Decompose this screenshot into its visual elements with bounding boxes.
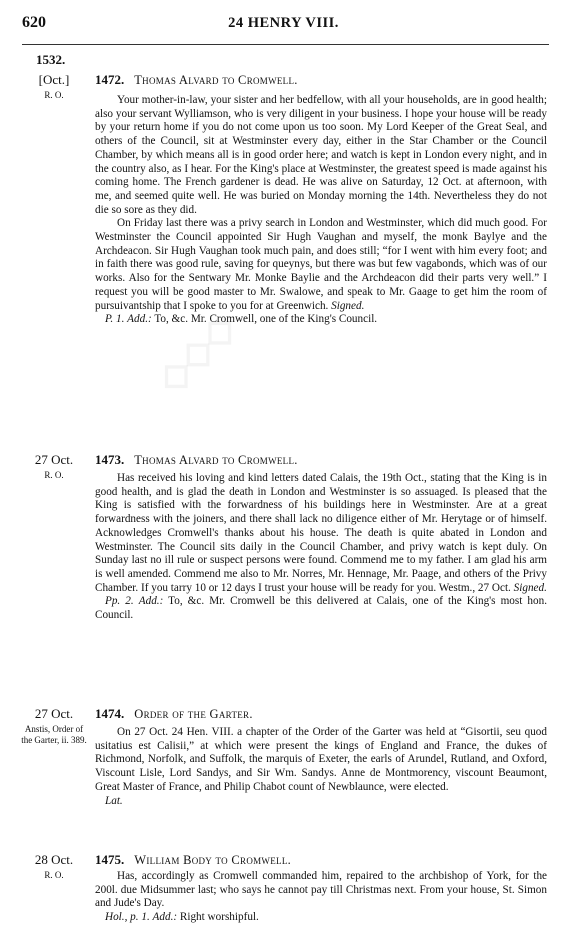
entry-body (95, 94, 547, 327)
paragraph (95, 217, 547, 313)
entry-date: 27 Oct. (34, 706, 74, 721)
entry-title: William Body to Cromwell. (134, 853, 292, 867)
entry-heading (95, 706, 253, 722)
entry-heading (95, 452, 298, 468)
entry-body (95, 472, 547, 623)
paragraph: On 27 Oct. 24 Hen. VIII. a chapter of the Order of the Garter was held at “Gisortii, seu quod usitatius est Calisii,” at which were present the kings of England and France, the dukes of Richmond, Norfolk, and Suffolk, the marquis of Exeter, the earls of Arundel, Rutland, and Oxford, Viscount Lisle, Lord Sandys, and Sir Wm. Sandys. Anne de Montmorency, viscount Beaumont, Great Master of France, and Philip Chabot count of Newblaunce, were elected. (95, 726, 547, 793)
entry-body (95, 726, 547, 808)
entry-margin (20, 72, 88, 101)
endorsement-note (95, 595, 547, 622)
header-rule (22, 44, 549, 45)
endorsement-note (95, 911, 547, 925)
note-pages: P. 1. (105, 313, 125, 326)
page-number: 620 (22, 14, 46, 31)
entry-title: Order of the Garter. (134, 707, 253, 721)
entry-source: R. O. (44, 90, 64, 100)
entry-date: [Oct.] (38, 72, 70, 87)
entry-margin (20, 706, 88, 746)
note-text: To, &c. Mr. Cromwell, one of the King's Council. (151, 313, 378, 326)
entry-margin (20, 852, 88, 881)
note-pages: Hol., p. 1. (105, 911, 150, 924)
note-add-label: Add.: (152, 911, 178, 924)
paragraph (95, 472, 547, 595)
paragraph-text: On Friday last there was a privy search in London and Westminster, which did much good. For Westminster the Council appointed Sir Hugh Vaughan and myself, the monk Baylye and the Archdeacon. Sir Hugh Vaughan took much pain, and does still; “for I went with him every foot; and in faith there was good rule, saving for queynys, but there was but few vagabonds, which was of our works. Also for the Sentwary Mr. Monke Baylie and the Archdeacon did their parts very well.” I request you will be good master to Mr. Swalowe, and speak to Mr. Gaage to get him the room of pursuivantship that I spoke to you for at Greenwich. (95, 217, 547, 312)
note-text: Right worshipful. (177, 911, 259, 924)
note-add-label: Add.: (127, 313, 152, 326)
entry-heading (95, 72, 298, 88)
endorsement-note (95, 313, 547, 327)
entry-date: 27 Oct. (34, 452, 74, 467)
entry-title: Thomas Alvard to Cromwell. (134, 73, 298, 87)
entry-margin (20, 452, 88, 481)
note-pages: Pp. 2. (105, 595, 134, 608)
entry-source: R. O. (44, 870, 64, 880)
entry-source: R. O. (44, 470, 64, 480)
signed-mark: Signed. (513, 581, 547, 594)
year-marker: 1532. (36, 52, 66, 67)
entry-body (95, 870, 547, 925)
entry-title: Thomas Alvard to Cromwell. (134, 453, 298, 467)
running-head: 24 HENRY VIII. (228, 15, 339, 31)
paragraph: Has, accordingly as Cromwell commanded him, repaired to the archbishop of York, for the 200l. due Midsummer last; who says he cannot pay till Christmas next. From your house, St. Simon and Jude's Day. (95, 870, 547, 910)
entry-number: 1473. (95, 452, 125, 467)
paragraph: Your mother-in-law, your sister and her bedfellow, with all your households, are in good health; also your servant Wylliamson, who is very diligent in your business. I hope your house will be ready by your return home if you do not come upon us too soon. My Lord Keeper of the Great Seal, and others of the Council, sit at Westminster every day, either in the Star Chamber or the Council Chamber, by which means all is in good order here; and watch is kept in London every night, and in the country also, as I hear. For the King's place at Westminster, the greatest speed is made against his coming home. The French gardener is dead. He was alive on Saturday, 12 Oct. at afternoon, with me, and seemed quite well. He was buried on Monday morning the 14th. Nevertheless they do not die so sore as they did. (95, 94, 547, 216)
entry-number: 1472. (95, 72, 125, 87)
signed-mark: Signed. (331, 299, 365, 312)
page-header (0, 14, 567, 36)
entry-source: Anstis, Order of the Garter, ii. 389. (21, 724, 87, 745)
language-note: Lat. (105, 794, 123, 807)
paragraph-text: Has received his loving and kind letters dated Calais, the 19th Oct., stating that the King is in good health, and is glad the death in London and Westminster is so assuaged. Is pleased that the King is satisfied with the forwardness of his buildings here in Westminster. Are at a great forwardness with the joiners, and there shall lack no diligence either of Mr. Herytage or of himself. Acknowledges Cromwell's thanks about his house. The death is quite abated in London and Westminster. The Council sits daily in the Council Chamber, and privy watch is kept duly. On Sunday last no ill rule or suspect persons were found. Commend me to my father. I am glad his arm is well amended. Commend me also to Mr. Norres, Mr. Hennage, Mr. Paage, and others of the Privy Chamber. If you tarry 10 or 12 days I trust your house will be ready for you. Westm., 27 Oct. (95, 472, 547, 594)
note-text: To, &c. Mr. Cromwell be this delivered at Calais, one of the King's most hon. Council. (95, 595, 548, 622)
entry-heading (95, 852, 291, 868)
entry-number: 1475. (95, 852, 125, 867)
note-add-label: Add.: (138, 595, 164, 608)
entry-date: 28 Oct. (34, 852, 74, 867)
entry-number: 1474. (95, 706, 125, 721)
